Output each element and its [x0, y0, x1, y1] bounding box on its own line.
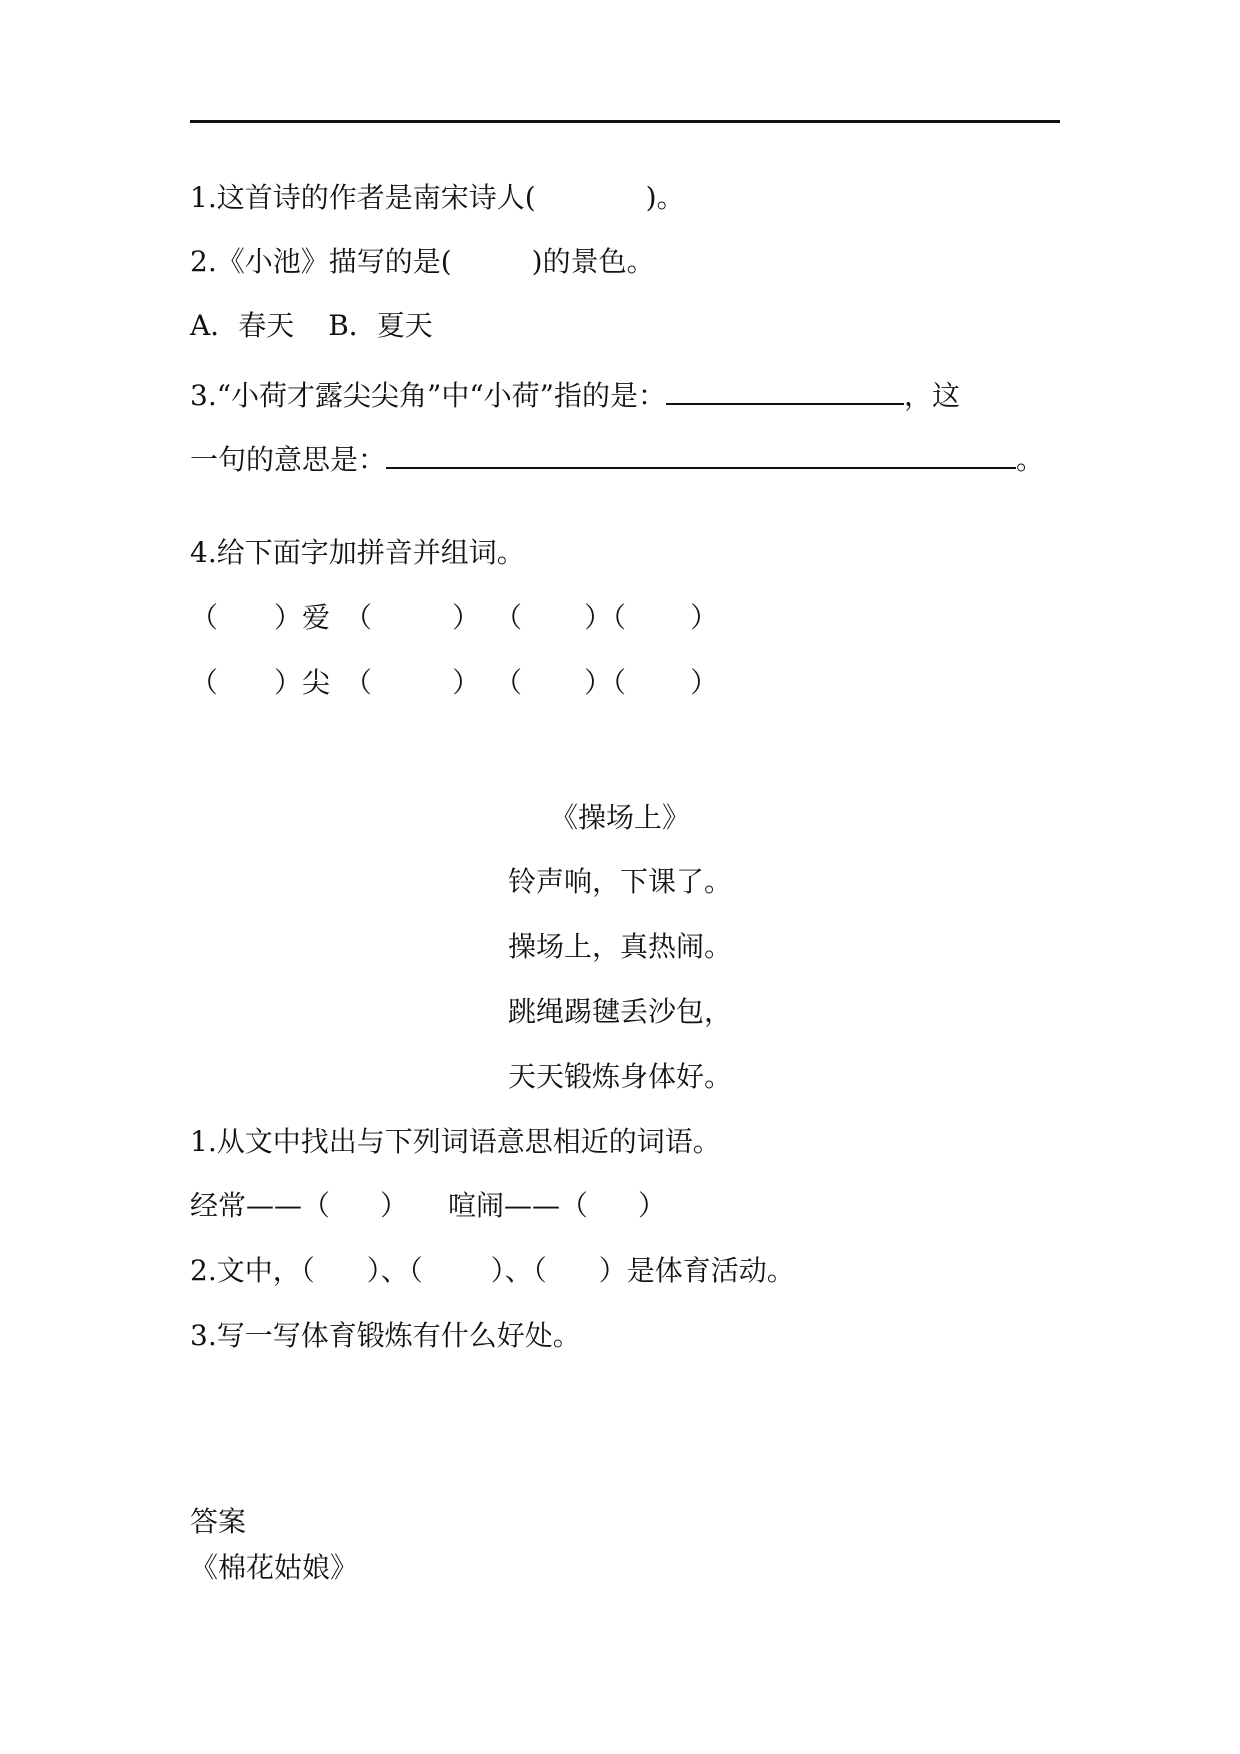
question-2-options: [190, 308, 433, 344]
answer-blank: [386, 437, 1016, 469]
option-a: A．春天: [190, 309, 295, 342]
question-3-line-1: 3.“小荷才露尖尖角”中“小荷”指的是： ，这: [190, 373, 960, 414]
poem-title: 《操场上》: [549, 801, 690, 834]
pinyin-row-2: （ ）尖 （ ） （ ）（ ）: [190, 666, 719, 699]
header-rule: [190, 120, 1060, 123]
poem-line: 铃声响，下课了。: [507, 865, 732, 898]
question-1: 1.这首诗的作者是南宋诗人( )。: [190, 181, 685, 214]
question-2: 2.《小池》描写的是( )的景色。: [190, 245, 655, 278]
answers-title: 《棉花姑娘》: [190, 1551, 359, 1584]
poem-line: 跳绳踢毽丢沙包，: [507, 995, 732, 1028]
pinyin-row-1: （ ）爱 （ ） （ ）（ ）: [190, 601, 719, 634]
question-3-line-2: 一句的意思是： 。: [190, 437, 1044, 478]
question-2-1: 1.从文中找出与下列词语意思相近的词语。: [190, 1125, 721, 1158]
question-2-2: 2.文中，（ ）、（ ）、（ ）是体育活动。: [190, 1254, 795, 1287]
synonym-row: 经常——（ ） 喧闹——（ ）: [190, 1189, 667, 1222]
poem-line: 天天锻炼身体好。: [507, 1060, 732, 1093]
answers-heading: 答案: [190, 1505, 247, 1538]
option-b: B．夏天: [328, 309, 433, 342]
answer-blank: [666, 373, 904, 405]
question-4: 4.给下面字加拼音并组词。: [190, 536, 525, 569]
poem-line: 操场上，真热闹。: [507, 930, 732, 963]
question-2-3: 3.写一写体育锻炼有什么好处。: [190, 1319, 581, 1352]
